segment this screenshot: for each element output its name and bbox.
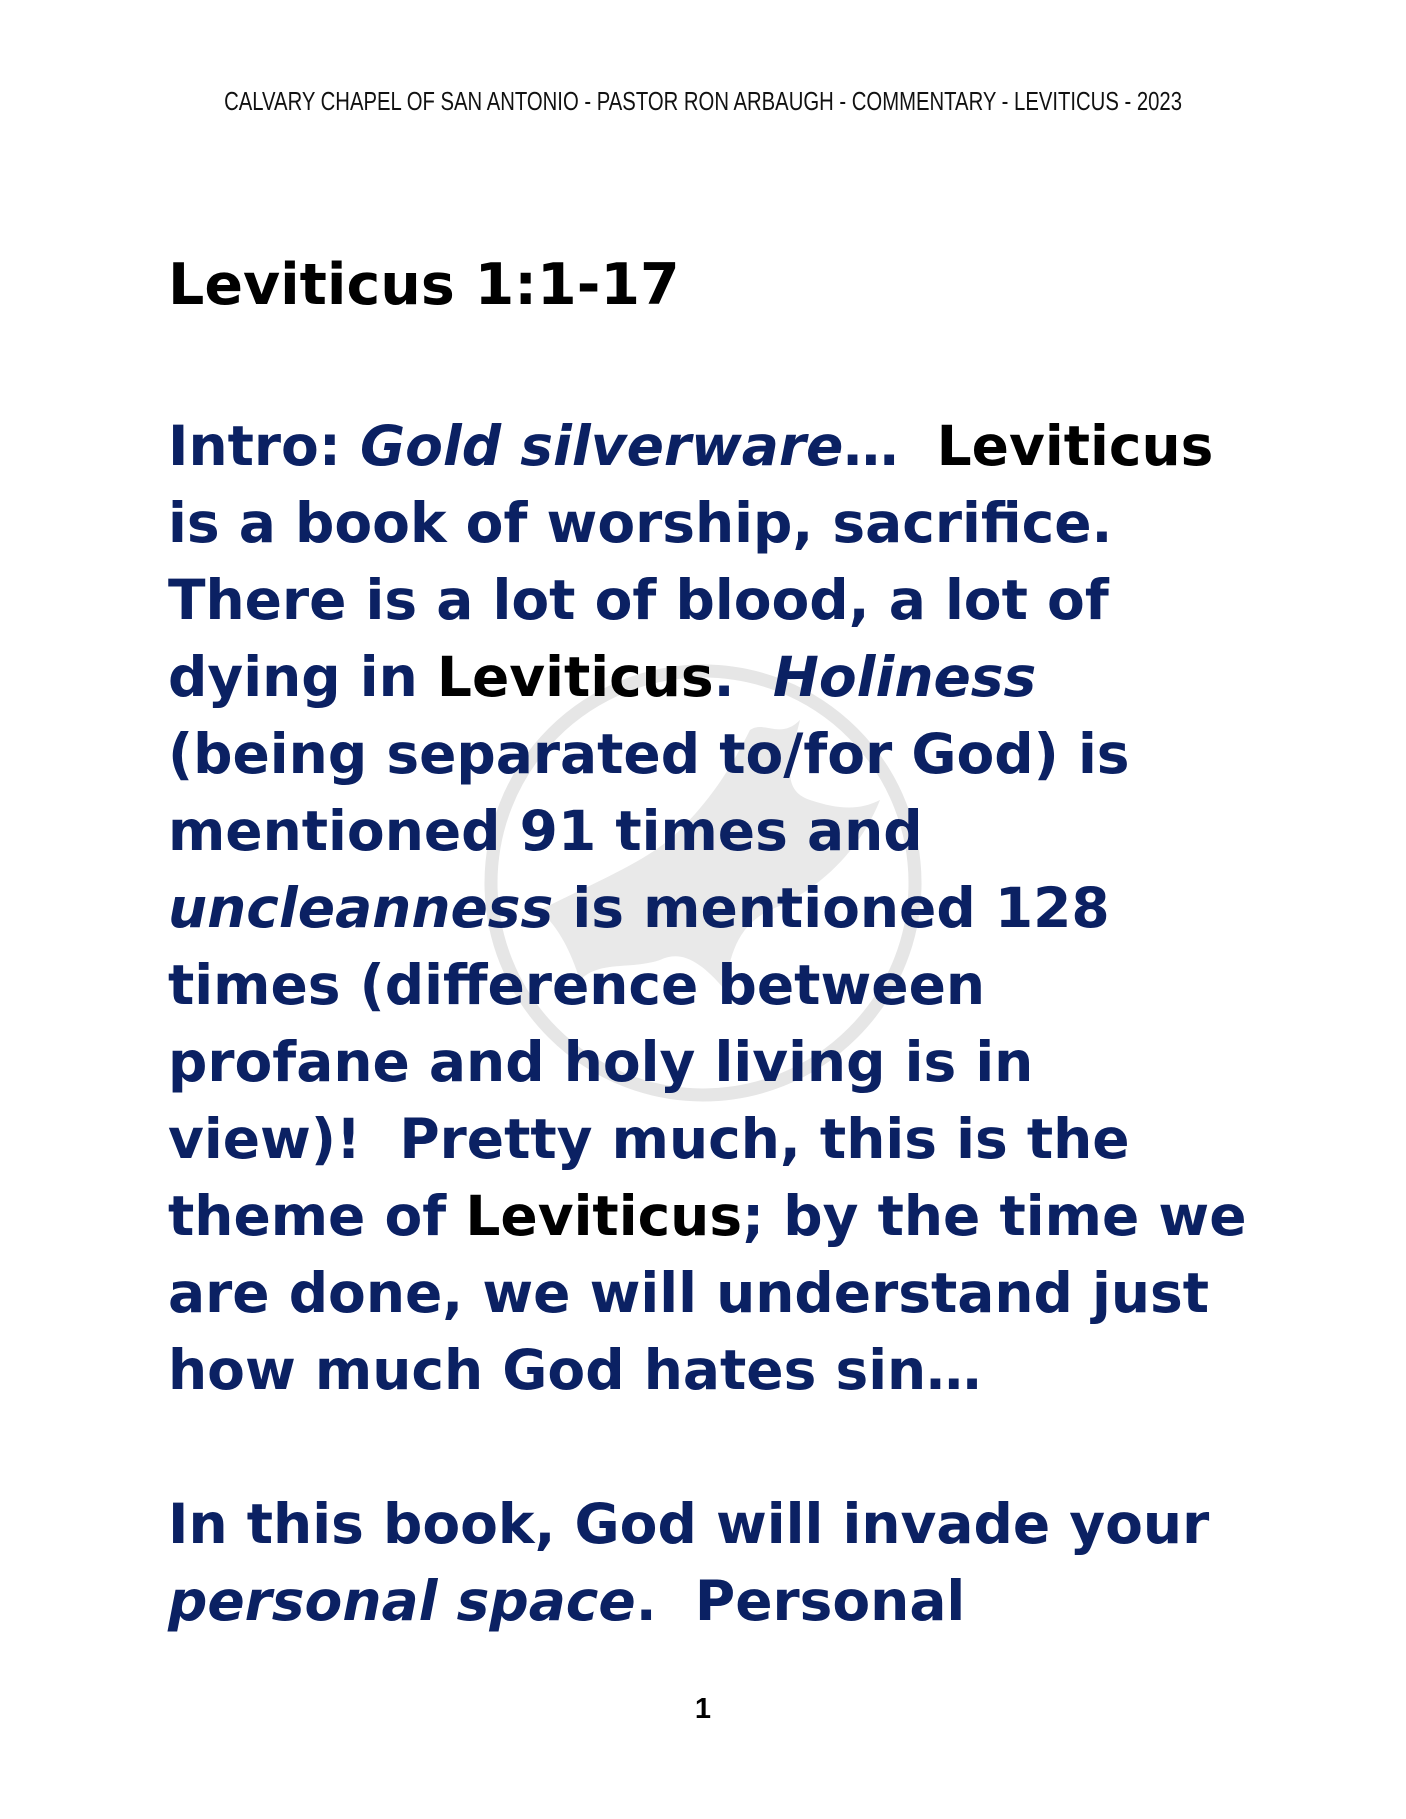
page-header: [0, 86, 1406, 117]
italic-text: Holiness: [772, 645, 1037, 709]
text-segment: are done, we will understand just: [168, 1261, 1210, 1325]
blank-line: [168, 1409, 1247, 1486]
book-name-text: Leviticus: [465, 1184, 743, 1248]
text-segment: times (difference between: [168, 953, 986, 1017]
text-line: [168, 1024, 1247, 1101]
text-segment: mentioned 91 times and: [168, 799, 923, 863]
text-line: [168, 562, 1247, 639]
text-line: [168, 408, 1247, 485]
text-line: [168, 1486, 1247, 1563]
text-segment: is mentioned 128: [553, 876, 1110, 940]
text-segment: Intro:: [168, 414, 360, 478]
book-name-text: Leviticus: [436, 645, 714, 709]
text-line: [168, 1563, 1247, 1640]
text-segment: .: [713, 645, 773, 709]
header-text: CALVARY CHAPEL OF SAN ANTONIO - PASTOR RON ARBAUGH - COMMENTARY - LEVITICUS - 2023: [224, 86, 1182, 116]
text-line: [168, 716, 1247, 793]
book-name-text: Leviticus: [936, 414, 1214, 478]
text-line: [168, 870, 1247, 947]
text-line: [168, 485, 1247, 562]
text-line: [168, 1101, 1247, 1178]
text-segment: is a book of worship, sacrifice.: [168, 491, 1113, 555]
text-segment: There is a lot of blood, a lot of: [168, 568, 1109, 632]
text-segment: profane and holy living is in: [168, 1030, 1034, 1094]
text-segment: ; by the time we: [742, 1184, 1247, 1248]
page-title: Leviticus 1:1-17: [168, 252, 680, 318]
text-segment: how much God hates sin…: [168, 1338, 982, 1402]
italic-text: uncleanness: [168, 876, 554, 940]
text-line: [168, 639, 1247, 716]
text-line: [168, 1178, 1247, 1255]
text-line: [168, 793, 1247, 870]
text-line: [168, 1332, 1247, 1409]
italic-text: personal space: [168, 1569, 636, 1633]
text-segment: view)! Pretty much, this is the: [168, 1107, 1130, 1171]
text-segment: In this book, God will invade your: [168, 1492, 1210, 1556]
text-segment: dying in: [168, 645, 437, 709]
text-line: [168, 1255, 1247, 1332]
italic-text: Gold silverware: [359, 414, 844, 478]
text-segment: (being separated to/for God) is: [168, 722, 1130, 786]
text-segment: . Personal: [635, 1569, 966, 1633]
text-segment: theme of: [168, 1184, 466, 1248]
text-segment: …: [843, 414, 937, 478]
text-line: [168, 947, 1247, 1024]
commentary-body: [168, 408, 1247, 1640]
page-number: 1: [694, 1693, 712, 1725]
